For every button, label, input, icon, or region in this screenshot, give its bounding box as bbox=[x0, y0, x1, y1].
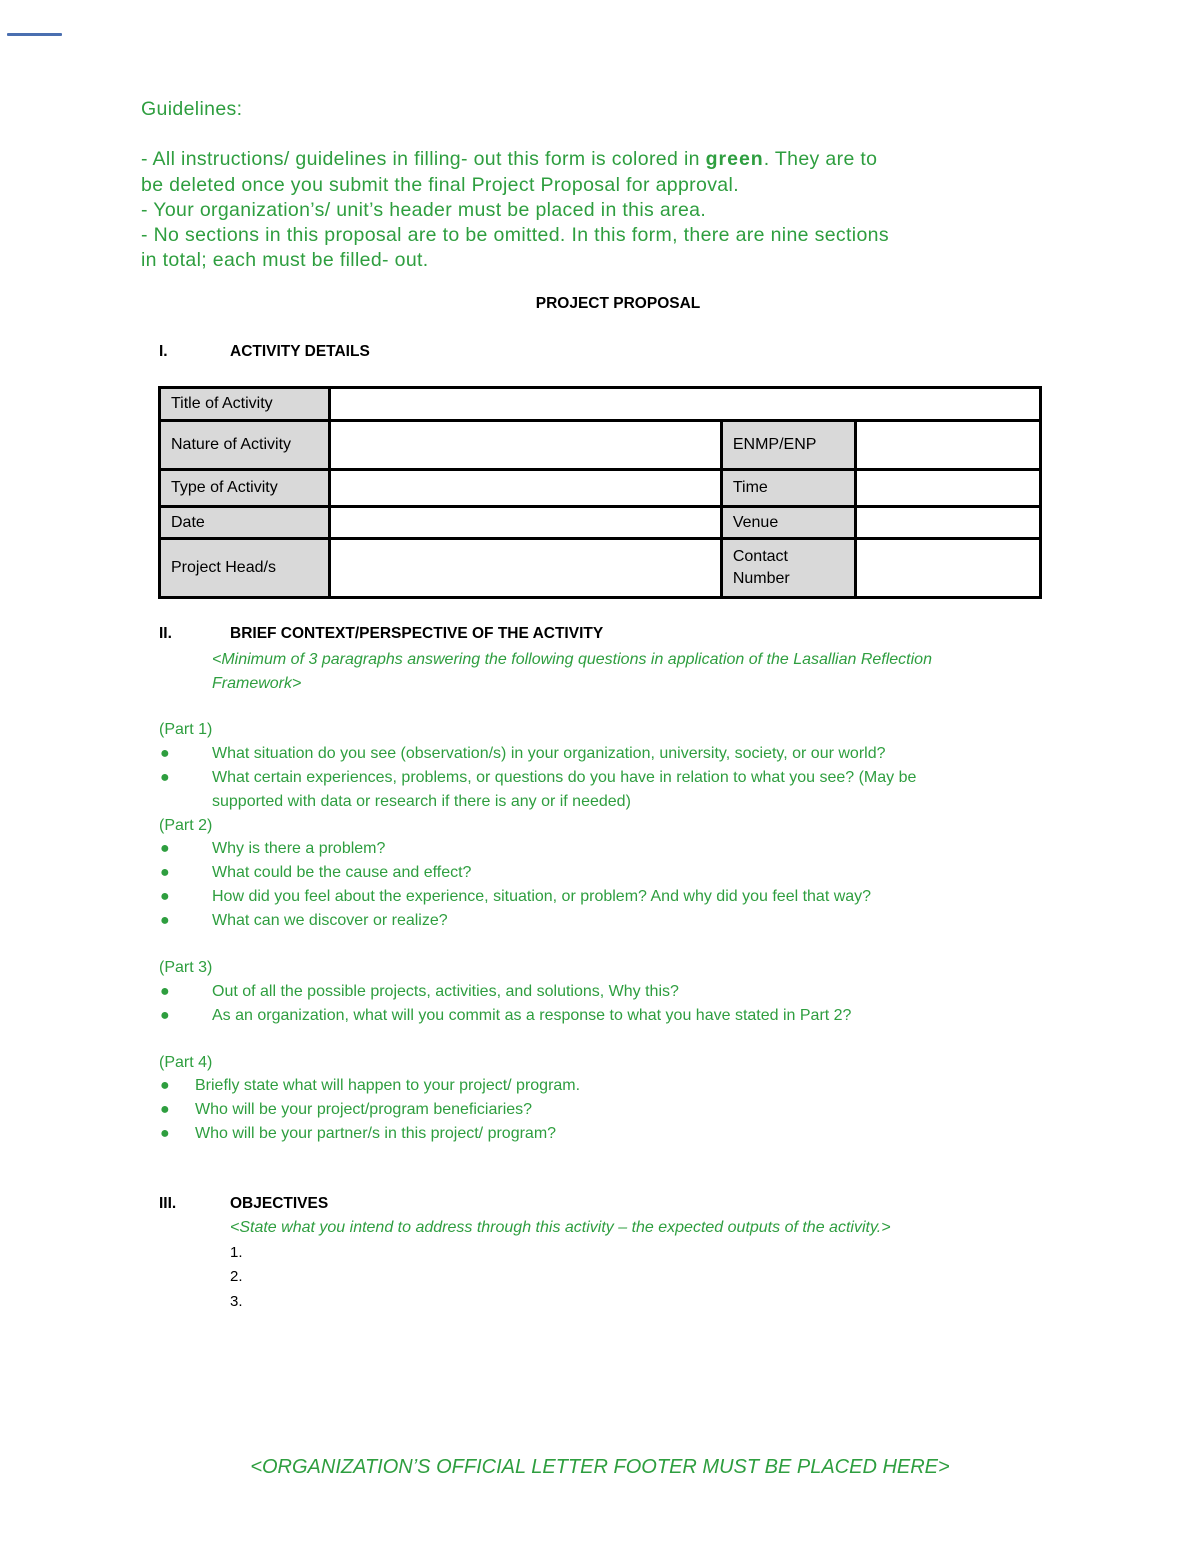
part-4-question-1: Briefly state what will happen to your project/ program. bbox=[195, 1077, 581, 1094]
footer-placeholder: <ORGANIZATION’S OFFICIAL LETTER FOOTER MUST BE PLACED HERE> bbox=[250, 1456, 950, 1478]
bullet-dot-icon: ● bbox=[160, 1125, 170, 1142]
field-contact-number[interactable] bbox=[855, 539, 1040, 598]
guidelines-line-1 bbox=[141, 147, 1061, 172]
part-2-label: (Part 2) bbox=[159, 817, 213, 834]
label-enmp-enp: ENMP/ENP bbox=[721, 421, 855, 470]
label-project-heads: Project Head/s bbox=[160, 539, 330, 598]
section-2-note-line-1: <Minimum of 3 paragraphs answering the following questions in application of the Lasallian Reflection bbox=[212, 651, 932, 668]
bullet-dot-icon: ● bbox=[160, 1077, 170, 1094]
part-2-question-1: Why is there a problem? bbox=[212, 840, 386, 857]
guidelines-line-1b: . They are to bbox=[763, 148, 878, 171]
bullet-dot-icon: ● bbox=[160, 864, 170, 881]
document-title: PROJECT PROPOSAL bbox=[535, 295, 701, 312]
part-3-question-2: As an organization, what will you commit as a response to what you have stated in Part 2? bbox=[212, 1007, 852, 1024]
section-1-title: ACTIVITY DETAILS bbox=[230, 343, 370, 360]
bullet-dot-icon: ● bbox=[160, 888, 170, 905]
part-1-question-2-line-2: supported with data or research if there is any or if needed) bbox=[212, 793, 631, 810]
label-title-of-activity: Title of Activity bbox=[160, 388, 330, 421]
objective-item-2: 2. bbox=[230, 1268, 243, 1285]
field-date[interactable] bbox=[329, 507, 721, 539]
field-title-of-activity[interactable] bbox=[329, 388, 1040, 421]
field-time[interactable] bbox=[855, 470, 1040, 507]
guidelines-heading: Guidelines: bbox=[141, 98, 243, 120]
guidelines-line-1a: - All instructions/ guidelines in filling- out this form is colored in bbox=[141, 148, 706, 171]
label-nature-of-activity: Nature of Activity bbox=[160, 421, 330, 470]
bullet-dot-icon: ● bbox=[160, 1007, 170, 1024]
section-3-title: OBJECTIVES bbox=[230, 1195, 329, 1212]
part-2-question-4: What can we discover or realize? bbox=[212, 912, 448, 929]
section-2-number: II. bbox=[159, 625, 172, 642]
section-3-heading bbox=[159, 1195, 328, 1213]
corner-line-mark bbox=[7, 33, 62, 36]
bullet-dot-icon: ● bbox=[160, 769, 170, 786]
label-type-of-activity: Type of Activity bbox=[160, 470, 330, 507]
label-date: Date bbox=[160, 507, 330, 539]
part-2-question-3: How did you feel about the experience, situation, or problem? And why did you feel that way? bbox=[212, 888, 872, 905]
section-2-title: BRIEF CONTEXT/PERSPECTIVE OF THE ACTIVITY bbox=[230, 625, 604, 642]
field-project-heads[interactable] bbox=[329, 539, 721, 598]
part-4-question-2: Who will be your project/program beneficiaries? bbox=[195, 1101, 533, 1118]
field-nature-of-activity[interactable] bbox=[329, 421, 721, 470]
section-2-note-line-2: Framework> bbox=[212, 675, 302, 692]
label-contact-number: Contact Number bbox=[721, 539, 855, 598]
objective-item-3: 3. bbox=[230, 1293, 243, 1310]
section-3-number: III. bbox=[159, 1195, 177, 1212]
part-2-question-2: What could be the cause and effect? bbox=[212, 864, 472, 881]
part-3-label: (Part 3) bbox=[159, 959, 213, 976]
field-type-of-activity[interactable] bbox=[329, 470, 721, 507]
part-4-question-3: Who will be your partner/s in this project/ program? bbox=[195, 1125, 557, 1142]
section-1-number: I. bbox=[159, 343, 168, 360]
objective-item-1: 1. bbox=[230, 1244, 243, 1261]
bullet-dot-icon: ● bbox=[160, 912, 170, 929]
part-1-question-2-line-1: What certain experiences, problems, or questions do you have in relation to what you see? (May be bbox=[212, 769, 917, 786]
guidelines-line-2: be deleted once you submit the final Project Proposal for approval. bbox=[141, 173, 739, 196]
section-1-heading bbox=[159, 343, 370, 361]
label-time: Time bbox=[721, 470, 855, 507]
bullet-dot-icon: ● bbox=[160, 840, 170, 857]
part-3-question-1: Out of all the possible projects, activities, and solutions, Why this? bbox=[212, 983, 679, 1000]
activity-details-table bbox=[158, 386, 1042, 599]
bullet-dot-icon: ● bbox=[160, 983, 170, 1000]
bullet-dot-icon: ● bbox=[160, 745, 170, 762]
section-3-note: <State what you intend to address through this activity – the expected outputs of the activity.> bbox=[230, 1219, 891, 1236]
part-4-label: (Part 4) bbox=[159, 1054, 213, 1071]
part-1-question-1: What situation do you see (observation/s) in your organization, university, society, or our world? bbox=[212, 745, 886, 762]
green-keyword: green bbox=[705, 148, 764, 171]
guidelines-line-3: - Your organization’s/ unit’s header must be placed in this area. bbox=[141, 198, 707, 221]
bullet-dot-icon: ● bbox=[160, 1101, 170, 1118]
field-venue[interactable] bbox=[855, 507, 1040, 539]
guidelines-block bbox=[141, 97, 1061, 274]
guidelines-line-5: in total; each must be filled- out. bbox=[141, 249, 429, 272]
label-venue: Venue bbox=[721, 507, 855, 539]
part-1-label: (Part 1) bbox=[159, 721, 213, 738]
guidelines-line-4: - No sections in this proposal are to be omitted. In this form, there are nine sections bbox=[141, 224, 889, 247]
field-enmp-enp[interactable] bbox=[855, 421, 1040, 470]
section-2-heading bbox=[159, 625, 603, 643]
